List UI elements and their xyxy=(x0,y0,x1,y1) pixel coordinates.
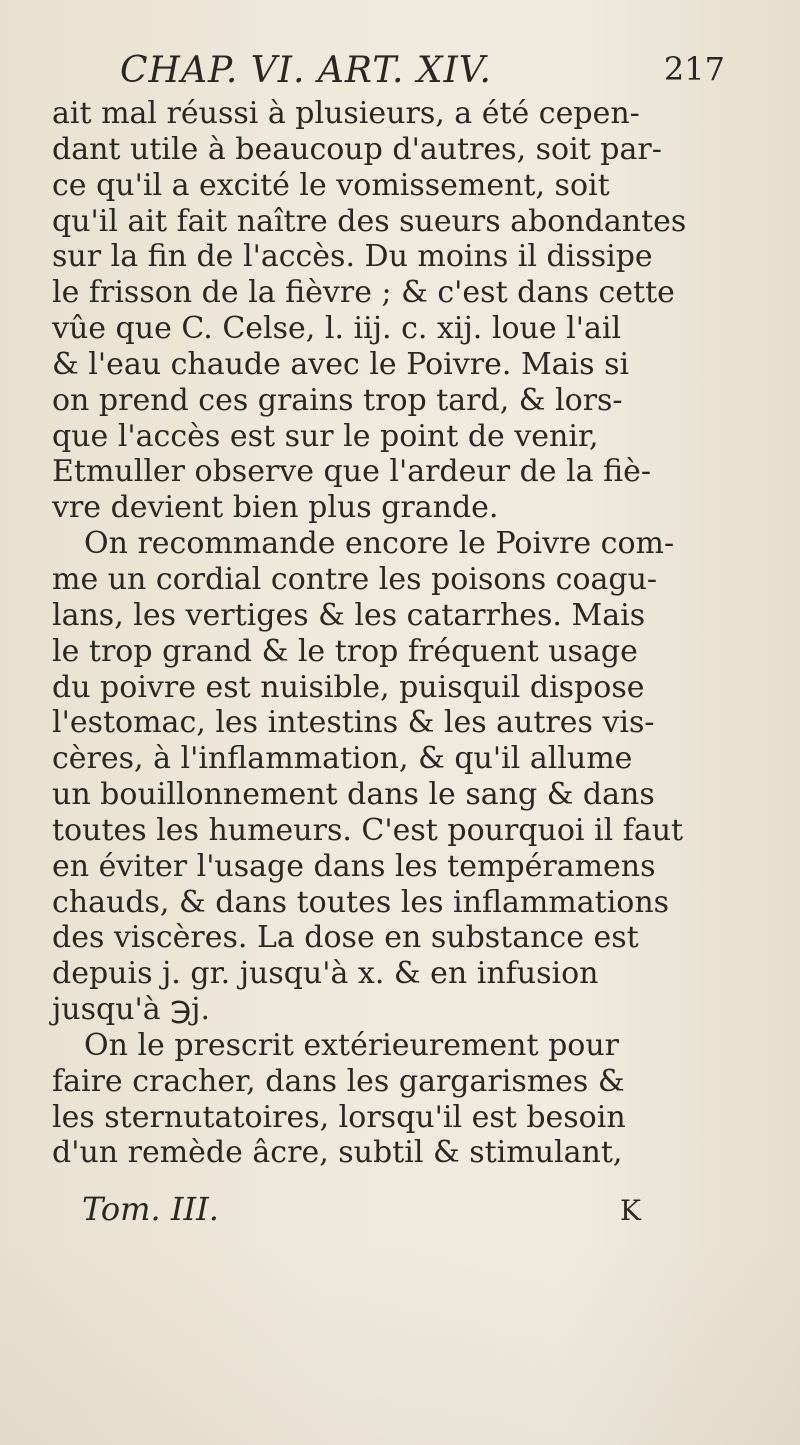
text-line: sur la fin de l'accès. Du moins il dissipe xyxy=(52,239,653,275)
volume-label: Tom. III. xyxy=(82,1190,219,1228)
paper-margin xyxy=(0,1240,800,1445)
text-line: toutes les humeurs. C'est pourquoi il faut xyxy=(52,812,684,848)
text-line: on prend ces grains trop tard, & lors- xyxy=(52,382,623,418)
text-line: dant utile à beaucoup d'autres, soit par- xyxy=(52,131,662,167)
text-line: On recommande encore le Poivre com- xyxy=(84,526,675,562)
text-line: ce qu'il a excité le vomissement, soit xyxy=(52,167,610,203)
text-line: faire cracher, dans les gargarismes & xyxy=(52,1063,625,1099)
text-line: On le prescrit extérieurement pour xyxy=(84,1027,619,1063)
text-line: cères, à l'inflammation, & qu'il allume xyxy=(52,741,633,777)
text-line: lans, les vertiges & les catarrhes. Mais xyxy=(52,597,646,633)
page-number: 217 xyxy=(663,50,725,88)
text-line: ait mal réussi à plusieurs, a été cepen- xyxy=(52,96,640,131)
text-line: jusqu'à ℈j. xyxy=(52,992,210,1028)
text-line: le trop grand & le trop fréquent usage xyxy=(52,633,638,669)
text-line: que l'accès est sur le point de venir, xyxy=(52,418,599,454)
text-line: me un cordial contre les poisons coagu- xyxy=(52,561,658,597)
text-line: en éviter l'usage dans les tempéramens xyxy=(52,848,656,884)
page-header xyxy=(60,50,725,96)
text-line: du poivre est nuisible, puisquil dispose xyxy=(52,669,645,705)
text-line: le frisson de la fièvre ; & c'est dans cette xyxy=(52,275,675,311)
page-footer xyxy=(52,1190,692,1230)
signature-mark: K xyxy=(620,1194,641,1227)
text-line: vûe que C. Celse, l. iij. c. xij. loue l'ail xyxy=(52,311,622,347)
text-line: vre devient bien plus grande. xyxy=(52,490,499,526)
text-line: un bouillonnement dans le sang & dans xyxy=(52,777,655,813)
text-line: les sternutatoires, lorsqu'il est besoin xyxy=(52,1099,626,1135)
body-text xyxy=(52,96,692,1171)
text-line: qu'il ait fait naître des sueurs abondantes xyxy=(52,203,687,239)
text-line: chauds, & dans toutes les inflammations xyxy=(52,884,670,920)
text-line: Etmuller observe que l'ardeur de la fiè- xyxy=(52,454,651,490)
running-head: CHAP. VI. ART. XIV. xyxy=(120,50,492,91)
text-line: des viscères. La dose en substance est xyxy=(52,920,639,956)
text-line: depuis j. gr. jusqu'à x. & en infusion xyxy=(52,956,599,992)
text-line: & l'eau chaude avec le Poivre. Mais si xyxy=(52,346,630,382)
text-line: l'estomac, les intestins & les autres vis- xyxy=(52,705,655,741)
text-line: d'un remède âcre, subtil & stimulant, xyxy=(52,1135,623,1171)
